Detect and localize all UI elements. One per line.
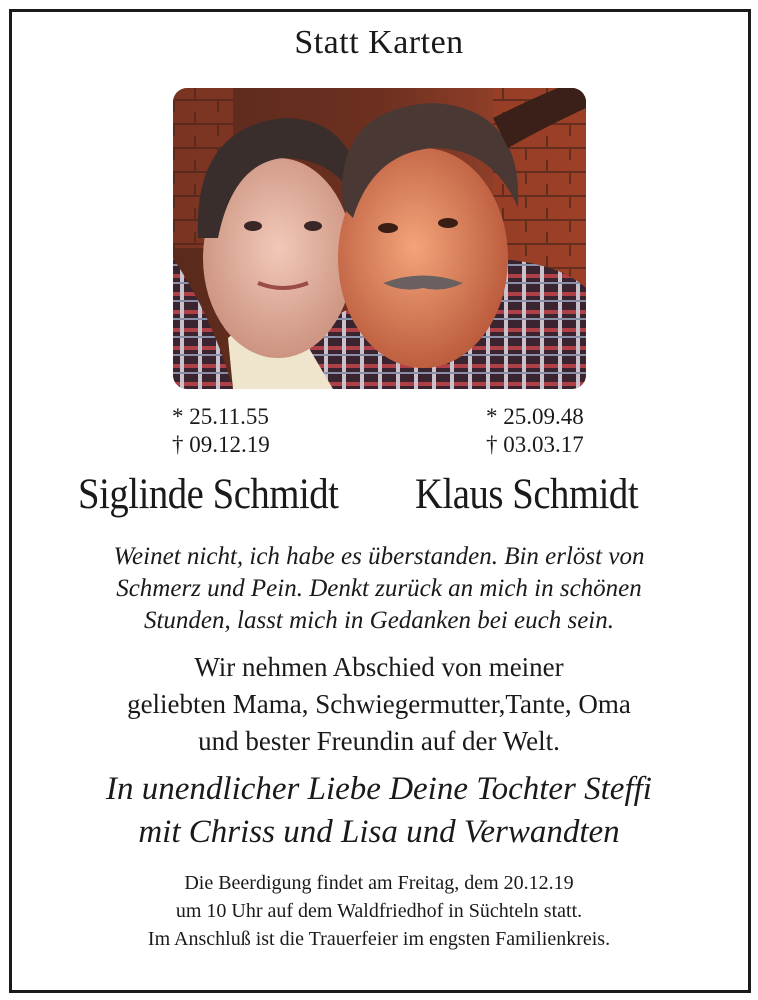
person-2-dates bbox=[486, 403, 584, 459]
farewell-line: geliebten Mama, Schwiegermutter,Tante, Oma bbox=[127, 689, 631, 719]
funeral-line: um 10 Uhr auf dem Waldfriedhof in Süchteln statt. bbox=[175, 900, 583, 922]
farewell-line: Wir nehmen Abschied von meiner bbox=[194, 652, 564, 682]
poem-line: Weinet nicht, ich habe es überstanden. Bin erlöst von bbox=[113, 543, 645, 570]
person-2-born: * 25.09.48 bbox=[486, 404, 584, 429]
farewell-line: und bester Freundin auf der Welt. bbox=[198, 726, 560, 756]
poem bbox=[0, 541, 758, 637]
person-2-name: Klaus Schmidt bbox=[415, 471, 639, 518]
person-1-dates bbox=[172, 403, 270, 459]
farewell-text bbox=[0, 649, 758, 760]
poem-line: Stunden, lasst mich in Gedanken bei euch sein. bbox=[143, 607, 615, 634]
poem-line: Schmerz und Pein. Denkt zurück an mich in schönen bbox=[116, 575, 642, 602]
person-1-name: Siglinde Schmidt bbox=[78, 471, 339, 518]
signoff-line: In unendlicher Liebe Deine Tochter Steffi bbox=[106, 771, 652, 807]
person-1-died: † 09.12.19 bbox=[172, 432, 270, 457]
header-title: Statt Karten bbox=[294, 24, 464, 61]
funeral-line: Im Anschluß ist die Trauerfeier im engsten Familienkreis. bbox=[147, 928, 611, 950]
person-1-born: * 25.11.55 bbox=[172, 404, 269, 429]
signoff-line: mit Chriss und Lisa und Verwandten bbox=[138, 814, 620, 850]
funeral-info bbox=[0, 869, 758, 953]
couple-photo bbox=[173, 88, 586, 389]
signoff bbox=[0, 768, 758, 854]
person-2-died: † 03.03.17 bbox=[486, 432, 584, 457]
funeral-line: Die Beerdigung findet am Freitag, dem 20.12.19 bbox=[184, 872, 574, 894]
